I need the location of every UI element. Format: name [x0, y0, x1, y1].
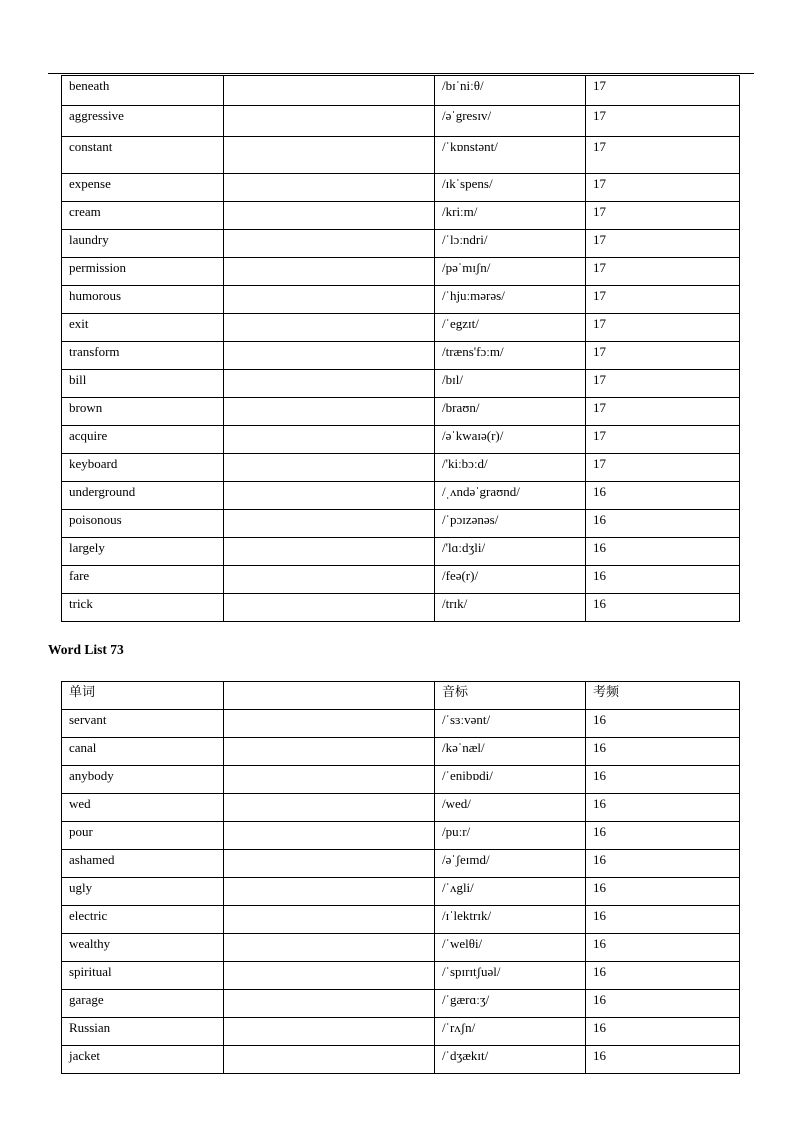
cell-word: transform	[62, 342, 224, 370]
cell-phonetic: /əˈʃeɪmd/	[435, 850, 586, 878]
cell-word: electric	[62, 906, 224, 934]
table-row	[62, 76, 740, 106]
header-phonetic: 音标	[435, 682, 586, 710]
cell-meaning	[224, 106, 435, 137]
cell-frequency: 17	[586, 258, 740, 286]
cell-meaning	[224, 342, 435, 370]
table-row	[62, 594, 740, 622]
cell-word: permission	[62, 258, 224, 286]
cell-phonetic: /ɪˈlektrɪk/	[435, 906, 586, 934]
cell-frequency: 17	[586, 76, 740, 106]
table-row	[62, 1046, 740, 1074]
cell-phonetic: /pəˈmɪʃn/	[435, 258, 586, 286]
cell-frequency: 16	[586, 1046, 740, 1074]
cell-meaning	[224, 594, 435, 622]
cell-phonetic: /əˈkwaɪə(r)/	[435, 426, 586, 454]
cell-frequency: 17	[586, 342, 740, 370]
table-row	[62, 398, 740, 426]
cell-meaning	[224, 230, 435, 258]
table-row	[62, 710, 740, 738]
cell-word: Russian	[62, 1018, 224, 1046]
cell-meaning	[224, 538, 435, 566]
cell-phonetic: /puːr/	[435, 822, 586, 850]
cell-meaning	[224, 878, 435, 906]
cell-phonetic: /bɪˈniːθ/	[435, 76, 586, 106]
cell-phonetic: /ˌʌndəˈgraʊnd/	[435, 482, 586, 510]
cell-word: keyboard	[62, 454, 224, 482]
cell-word: servant	[62, 710, 224, 738]
cell-word: brown	[62, 398, 224, 426]
cell-word: cream	[62, 202, 224, 230]
cell-frequency: 17	[586, 314, 740, 342]
cell-frequency: 17	[586, 454, 740, 482]
cell-phonetic: /ˈpɔɪzənəs/	[435, 510, 586, 538]
cell-frequency: 16	[586, 878, 740, 906]
cell-word: underground	[62, 482, 224, 510]
cell-word: canal	[62, 738, 224, 766]
cell-meaning	[224, 1018, 435, 1046]
cell-frequency: 16	[586, 962, 740, 990]
cell-meaning	[224, 258, 435, 286]
cell-word: largely	[62, 538, 224, 566]
cell-meaning	[224, 738, 435, 766]
cell-phonetic: /bɪl/	[435, 370, 586, 398]
table-row	[62, 258, 740, 286]
cell-phonetic: /'kiːbɔːd/	[435, 454, 586, 482]
table-row	[62, 934, 740, 962]
cell-frequency: 17	[586, 286, 740, 314]
table-row	[62, 314, 740, 342]
cell-phonetic: /ˈhjuːmərəs/	[435, 286, 586, 314]
word-table-continued	[61, 75, 740, 622]
cell-meaning	[224, 566, 435, 594]
cell-phonetic: /ˈrʌʃn/	[435, 1018, 586, 1046]
cell-frequency: 16	[586, 822, 740, 850]
cell-meaning	[224, 822, 435, 850]
cell-frequency: 16	[586, 738, 740, 766]
cell-frequency: 16	[586, 794, 740, 822]
cell-word: ugly	[62, 878, 224, 906]
cell-meaning	[224, 510, 435, 538]
cell-meaning	[224, 710, 435, 738]
cell-meaning	[224, 137, 435, 174]
table-row	[62, 794, 740, 822]
cell-phonetic: /ˈgærɑːʒ/	[435, 990, 586, 1018]
cell-phonetic: /ˈspɪrɪtʃuəl/	[435, 962, 586, 990]
cell-phonetic: /ˈdʒækɪt/	[435, 1046, 586, 1074]
word-table-list-73	[61, 681, 740, 1074]
cell-frequency: 17	[586, 106, 740, 137]
cell-frequency: 16	[586, 566, 740, 594]
cell-word: aggressive	[62, 106, 224, 137]
cell-frequency: 17	[586, 202, 740, 230]
cell-word: acquire	[62, 426, 224, 454]
cell-meaning	[224, 850, 435, 878]
table-row	[62, 962, 740, 990]
cell-word: wed	[62, 794, 224, 822]
cell-frequency: 17	[586, 137, 740, 174]
cell-meaning	[224, 962, 435, 990]
cell-meaning	[224, 766, 435, 794]
cell-word: jacket	[62, 1046, 224, 1074]
cell-word: laundry	[62, 230, 224, 258]
cell-word: garage	[62, 990, 224, 1018]
cell-phonetic: /trɪk/	[435, 594, 586, 622]
cell-frequency: 16	[586, 710, 740, 738]
cell-frequency: 16	[586, 990, 740, 1018]
table-header-row	[62, 682, 740, 710]
cell-meaning	[224, 990, 435, 1018]
cell-word: spiritual	[62, 962, 224, 990]
cell-phonetic: /kriːm/	[435, 202, 586, 230]
table-row	[62, 174, 740, 202]
table-row	[62, 482, 740, 510]
cell-phonetic: /ˈkɒnstənt/	[435, 137, 586, 174]
cell-frequency: 16	[586, 850, 740, 878]
header-frequency: 考频	[586, 682, 740, 710]
cell-meaning	[224, 398, 435, 426]
table-row	[62, 878, 740, 906]
table-row	[62, 230, 740, 258]
cell-frequency: 17	[586, 426, 740, 454]
cell-word: ashamed	[62, 850, 224, 878]
table-row	[62, 106, 740, 137]
cell-phonetic: /træns'fɔːm/	[435, 342, 586, 370]
cell-frequency: 16	[586, 766, 740, 794]
cell-meaning	[224, 482, 435, 510]
cell-word: poisonous	[62, 510, 224, 538]
cell-meaning	[224, 426, 435, 454]
header-meaning	[224, 682, 435, 710]
cell-meaning	[224, 794, 435, 822]
cell-frequency: 17	[586, 174, 740, 202]
cell-word: constant	[62, 137, 224, 174]
cell-frequency: 16	[586, 934, 740, 962]
cell-word: wealthy	[62, 934, 224, 962]
cell-meaning	[224, 174, 435, 202]
section-heading: Word List 73	[48, 642, 124, 657]
cell-meaning	[224, 370, 435, 398]
cell-phonetic: /'lɑːdʒli/	[435, 538, 586, 566]
cell-phonetic: /ˈsɜːvənt/	[435, 710, 586, 738]
cell-meaning	[224, 934, 435, 962]
table-row	[62, 1018, 740, 1046]
cell-word: fare	[62, 566, 224, 594]
table-row	[62, 510, 740, 538]
cell-word: beneath	[62, 76, 224, 106]
table-row	[62, 426, 740, 454]
cell-meaning	[224, 286, 435, 314]
table-row	[62, 738, 740, 766]
header-word: 单词	[62, 682, 224, 710]
cell-word: bill	[62, 370, 224, 398]
table-row	[62, 370, 740, 398]
cell-word: expense	[62, 174, 224, 202]
cell-phonetic: /ˈwelθi/	[435, 934, 586, 962]
cell-meaning	[224, 202, 435, 230]
cell-phonetic: /feə(r)/	[435, 566, 586, 594]
cell-meaning	[224, 454, 435, 482]
table-row	[62, 850, 740, 878]
cell-word: exit	[62, 314, 224, 342]
cell-meaning	[224, 906, 435, 934]
table-row	[62, 906, 740, 934]
table-row	[62, 342, 740, 370]
cell-phonetic: /ˈʌgli/	[435, 878, 586, 906]
table-row	[62, 566, 740, 594]
cell-frequency: 16	[586, 906, 740, 934]
cell-phonetic: /braʊn/	[435, 398, 586, 426]
cell-frequency: 17	[586, 370, 740, 398]
cell-phonetic: /əˈgresɪv/	[435, 106, 586, 137]
cell-meaning	[224, 1046, 435, 1074]
cell-word: anybody	[62, 766, 224, 794]
table-row	[62, 202, 740, 230]
table-row	[62, 538, 740, 566]
cell-word: humorous	[62, 286, 224, 314]
cell-frequency: 16	[586, 510, 740, 538]
cell-phonetic: /ˈenibɒdi/	[435, 766, 586, 794]
cell-phonetic: /ɪkˈspens/	[435, 174, 586, 202]
cell-phonetic: /ˈegzɪt/	[435, 314, 586, 342]
cell-meaning	[224, 76, 435, 106]
cell-meaning	[224, 314, 435, 342]
cell-phonetic: /kəˈnæl/	[435, 738, 586, 766]
cell-phonetic: /wed/	[435, 794, 586, 822]
cell-frequency: 16	[586, 1018, 740, 1046]
table-row	[62, 990, 740, 1018]
cell-word: pour	[62, 822, 224, 850]
cell-frequency: 17	[586, 398, 740, 426]
table-row	[62, 286, 740, 314]
cell-frequency: 16	[586, 594, 740, 622]
cell-frequency: 16	[586, 538, 740, 566]
table-row	[62, 766, 740, 794]
cell-frequency: 17	[586, 230, 740, 258]
cell-word: trick	[62, 594, 224, 622]
table-row	[62, 454, 740, 482]
cell-phonetic: /ˈlɔːndri/	[435, 230, 586, 258]
table-row	[62, 822, 740, 850]
top-rule	[48, 73, 754, 74]
table-row	[62, 137, 740, 174]
cell-frequency: 16	[586, 482, 740, 510]
